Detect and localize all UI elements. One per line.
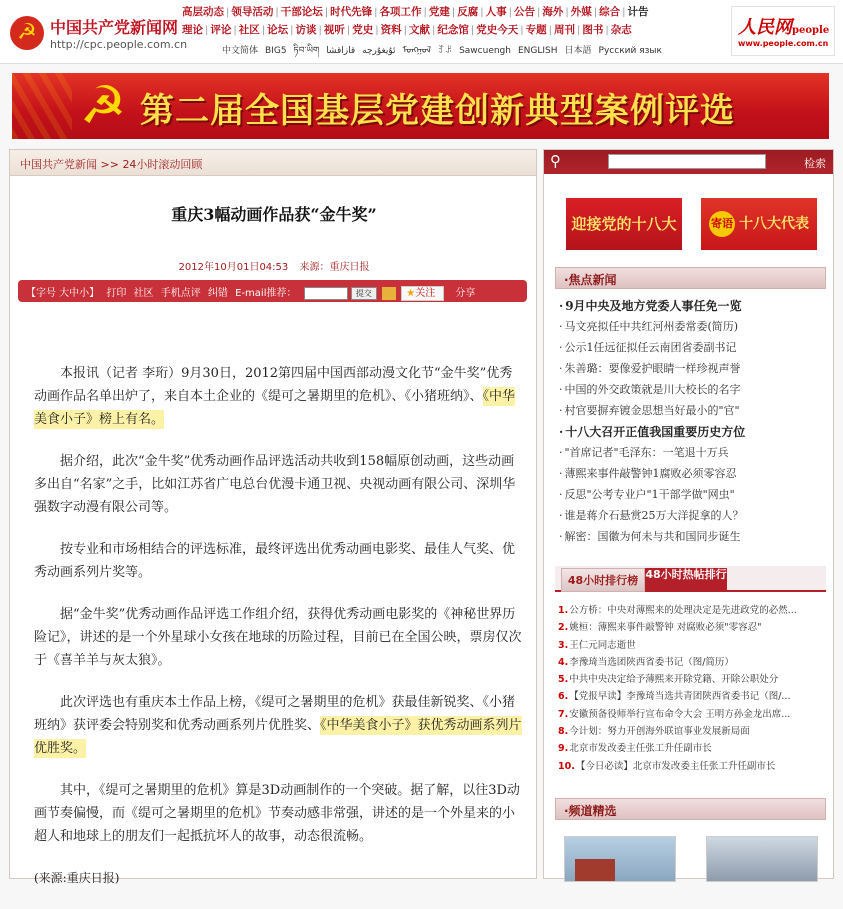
paragraph-text: 此次评选也有重庆本土作品上榜，《缇可之暑期里的危机》获最佳新锐奖、《小猪班纳》获评委会特别奖和优秀动画系列片优胜奖、 <box>34 695 516 733</box>
site-title: 中国共产党新闻网 <box>50 18 179 37</box>
breadcrumb-current[interactable]: 24小时滚动回顾 <box>122 158 203 171</box>
language-link[interactable]: ཏིབ་ཡིག <box>293 46 320 56</box>
nav-link[interactable]: 图书 <box>582 24 604 36</box>
language-link[interactable]: ئۇيغۇرچە <box>362 46 396 56</box>
site-url: http://cpc.people.com.cn <box>50 38 188 51</box>
language-link[interactable]: Русский язык <box>598 46 662 56</box>
ranking-tabs <box>555 566 826 592</box>
error-report-link[interactable]: 纠错 <box>207 288 228 299</box>
hammer-sickle-icon: ☭ <box>79 76 127 136</box>
community-link[interactable]: 社区 <box>133 288 154 299</box>
focus-news-item[interactable]: · 村官要摒弃镀金思想当好最小的"官" <box>559 402 829 423</box>
nav-separator: | <box>480 7 484 18</box>
mobile-comment-link[interactable]: 手机点评 <box>160 288 201 299</box>
focus-news-header: ·焦点新闻 <box>555 267 826 289</box>
hot-ranking-title: 王仁元同志逝世 <box>569 639 636 651</box>
tab-48h-ranking[interactable]: 48小时排行榜 <box>561 568 645 592</box>
nav-separator: | <box>565 7 569 18</box>
nav-link[interactable]: 周刊 <box>554 24 575 36</box>
focus-news-item[interactable]: · 朱善璐：要像爱护眼睛一样珍视声誉 <box>559 360 829 381</box>
nav-link[interactable]: 党史 <box>352 24 374 36</box>
star-icon: ★ <box>406 287 416 299</box>
focus-news-item[interactable]: · 谁是蒋介石悬赏25万大洋捉拿的人？ <box>559 507 829 528</box>
hot-ranking-item[interactable] <box>558 688 828 705</box>
hot-ranking-title: 今计划：努力开创海外联谊事业发展新局面 <box>569 726 750 738</box>
tab-48h-hot-posts[interactable]: 48小时热帖排行 <box>645 568 727 592</box>
hot-ranking-title: 姚桓：薄熙来事件敲警钟 对腐败必须"零容忍" <box>569 622 762 634</box>
hot-ranking-item[interactable] <box>558 706 828 723</box>
nav-link[interactable]: 论坛 <box>267 24 289 36</box>
rank-number: 6. <box>558 691 569 703</box>
nav-link[interactable]: 海外 <box>542 6 564 18</box>
paragraph-text: 本报讯（记者 李珩）9月30日，2012第四届中国西部动漫文化节“金牛奖”优秀动画作品名单出炉了，来自本土企业的《缇可之暑期里的危机》、《小猪班纳》、 <box>34 366 513 404</box>
language-link[interactable]: ENGLISH <box>517 46 558 56</box>
rank-number: 2. <box>558 622 569 634</box>
promo-badge: 寄语 <box>709 211 735 237</box>
promo-delegates-label: 十八大代表 <box>739 216 809 232</box>
focus-news-item[interactable]: · 反思"公考专业户"1干部学做"网虫" <box>559 486 829 507</box>
focus-news-list <box>559 297 829 549</box>
nav-link[interactable]: 评论 <box>210 24 232 36</box>
nav-link[interactable]: 杂志 <box>610 24 632 36</box>
focus-news-item[interactable]: · "首席记者"毛泽东：一笔退十万兵 <box>559 444 829 465</box>
focus-news-item[interactable]: · 马文亮拟任中共红河州委常委(简历) <box>559 318 829 339</box>
hot-ranking-title: 中共中央决定给予薄熙来开除党籍、开除公职处分 <box>569 674 779 686</box>
nav-separator: | <box>346 25 351 36</box>
magnifier-icon: ⚲ <box>550 152 561 170</box>
focus-news-item[interactable]: · 薄熙来事件敲警钟1腐败必须零容忍 <box>559 465 829 486</box>
partner-logo-text: 人民网 <box>738 17 792 38</box>
highlighted-text: 《中华美食小子》获优秀动画系列片优胜奖。 <box>34 718 522 756</box>
nav-separator: | <box>226 7 230 18</box>
hot-ranking-title: 【党报早读】李豫琦当选共青团陕西省委书记（图/... <box>569 691 791 703</box>
nav-separator: | <box>205 25 209 36</box>
hot-ranking-item[interactable] <box>558 619 828 636</box>
nav-link[interactable]: 人事 <box>485 6 507 18</box>
language-link[interactable]: Sawcuengh <box>459 46 511 56</box>
search-input[interactable] <box>608 154 766 169</box>
thumbnail-image <box>575 859 615 881</box>
rank-number: 10. <box>558 760 575 772</box>
hot-ranking-title: 安徽预备役师举行宣布命令大会 王明方孙金龙出席... <box>569 708 791 720</box>
nav-separator: | <box>470 25 475 36</box>
nav-separator: | <box>290 25 294 36</box>
banner-rays <box>12 73 72 139</box>
sidebar <box>543 149 834 879</box>
hot-ranking-item[interactable] <box>558 758 828 775</box>
hot-ranking-title: 李豫琦当选团陕西省委书记（图/简历） <box>569 656 734 668</box>
article-paragraph <box>34 691 522 760</box>
promo-delegates[interactable] <box>701 198 817 250</box>
nav-link[interactable]: 综合 <box>599 6 621 18</box>
channel-thumbnail[interactable] <box>564 836 676 882</box>
nav-link[interactable]: 视听 <box>323 24 345 36</box>
font-size-control[interactable]: 【字号 大中小】 <box>26 288 100 299</box>
article-date: 2012年10月01日04:53 <box>178 262 289 273</box>
nav-link[interactable]: 专题 <box>525 24 547 36</box>
channel-picks-header: ·频道精选 <box>555 798 826 820</box>
language-link[interactable]: ꆈꌠ <box>438 46 453 56</box>
breadcrumb-home[interactable]: 中国共产党新闻 <box>20 158 97 171</box>
nav-separator: | <box>451 7 456 18</box>
nav-link[interactable]: 文献 <box>409 24 430 36</box>
hot-ranking-item[interactable] <box>558 637 828 654</box>
nav-link[interactable]: 党建 <box>428 6 450 18</box>
follow-button[interactable] <box>401 286 444 301</box>
hot-ranking-item[interactable] <box>558 740 828 757</box>
nav-separator: | <box>537 7 541 18</box>
article-paragraph: 按专业和市场相结合的评选标准，最终评选出优秀动画电影奖、最佳人气奖、优秀动画系列片奖等。 <box>34 542 516 580</box>
channel-picks <box>564 836 826 886</box>
email-label: E-mail推荐： <box>235 288 297 299</box>
follow-label: 关注 <box>415 287 436 299</box>
article-source: 来源：重庆日报 <box>299 262 370 273</box>
hot-ranking-item[interactable] <box>558 602 828 619</box>
nav-separator: | <box>508 7 512 18</box>
nav-separator: | <box>432 25 436 36</box>
nav-link[interactable]: 党史今天 <box>476 24 519 36</box>
article-panel <box>9 149 537 885</box>
rank-number: 5. <box>558 674 569 686</box>
nav-row-primary <box>182 4 722 22</box>
nav-link[interactable]: 外媒 <box>570 6 592 18</box>
highlighted-text: 《中华美食小子》榜上有名。 <box>34 389 516 427</box>
nav-link[interactable]: 公告 <box>514 6 535 18</box>
site-header <box>0 0 843 64</box>
nav-separator: | <box>403 25 407 36</box>
nav-separator: | <box>593 7 598 18</box>
share-link[interactable]: 分享 <box>455 288 476 299</box>
hot-ranking-item[interactable] <box>558 654 828 671</box>
focus-news-item[interactable]: · 十八大召开正值我国重要历史方位 <box>559 423 829 444</box>
hot-ranking-item[interactable] <box>558 723 828 740</box>
nav-separator: | <box>261 25 266 36</box>
nav-link[interactable]: 领导活动 <box>231 6 274 18</box>
banner-title: 第二届全国基层党建创新典型案例评选 <box>140 91 735 131</box>
search-bar <box>544 150 833 174</box>
source-note: (来源:重庆日报) <box>34 871 120 885</box>
language-link[interactable]: 日本語 <box>564 46 592 56</box>
article-body <box>34 362 522 909</box>
hot-ranking-title: 公方桥：中央对薄熙来的处理决定是先进政党的必然... <box>569 605 797 616</box>
nav-separator: | <box>622 7 626 18</box>
article-paragraph: 据介绍，此次“金牛奖”优秀动画作品评选活动共收到158幅原创动画，这些动画多出自“名家”之手，比如江苏省广电总台优漫卡通卫视、央视动画有限公司、深圳华强数字动漫有限公司等。 <box>34 454 516 515</box>
rank-number: 9. <box>558 743 569 755</box>
nav-separator: | <box>423 7 427 18</box>
language-switcher <box>182 40 722 60</box>
nav-separator: | <box>374 7 378 18</box>
nav-separator: | <box>577 25 581 36</box>
nav-link[interactable]: 干部论坛 <box>280 6 323 18</box>
rank-number: 8. <box>558 726 569 738</box>
nav-link[interactable]: 计告 <box>627 6 649 18</box>
hot-ranking-list <box>558 602 828 775</box>
nav-separator: | <box>375 25 379 36</box>
email-input[interactable] <box>304 287 348 300</box>
promo-row <box>544 190 835 252</box>
focus-news-item[interactable]: · 9月中央及地方党委人事任免一览 <box>559 297 829 318</box>
share-icon[interactable] <box>382 287 396 300</box>
rank-number: 1. <box>558 605 569 616</box>
search-button[interactable]: 检索 <box>804 157 826 170</box>
rank-number: 3. <box>558 639 569 651</box>
nav-link[interactable]: 纪念馆 <box>437 24 469 36</box>
nav-separator: | <box>275 7 279 18</box>
hot-ranking-title: 北京市发改委主任张工升任副市长 <box>569 743 712 755</box>
site-logo[interactable] <box>6 6 188 58</box>
print-link[interactable]: 打印 <box>106 288 127 299</box>
focus-news-item[interactable]: · 解密：国徽为何未与共和国同步诞生 <box>559 528 829 549</box>
article-paragraph: 据“金牛奖”优秀动画作品评选工作组介绍，获得优秀动画电影奖的《神秘世界历险记》，讲述的是一个外星球小女孩在地球的历险过程，目前已在全国公映，票房仅次于《喜羊羊与灰太狼》。 <box>34 607 522 668</box>
partner-logo-url: www.people.com.cn <box>738 39 829 48</box>
article-paragraph <box>34 362 522 431</box>
channel-thumbnail[interactable] <box>706 836 818 882</box>
nav-link[interactable]: 反腐 <box>457 6 479 18</box>
nav-link[interactable]: 各项工作 <box>379 6 422 18</box>
partner-logo-en: people <box>792 25 830 36</box>
breadcrumb <box>10 150 536 176</box>
hot-ranking-item[interactable] <box>558 671 828 688</box>
nav-link[interactable]: 高层动态 <box>182 6 224 18</box>
nav-separator: | <box>318 25 322 36</box>
nav-separator: | <box>605 25 609 36</box>
language-link[interactable]: قازاقشا <box>326 46 356 56</box>
breadcrumb-separator: >> <box>100 158 119 171</box>
nav-link[interactable]: 资料 <box>380 24 402 36</box>
campaign-banner[interactable] <box>12 73 829 139</box>
nav-link[interactable]: 社区 <box>238 24 260 36</box>
article-paragraph: 其中，《缇可之暑期里的危机》算是3D动画制作的一个突破。据了解，以往3D动画节奏偏慢，而《缇可之暑期里的危机》节奏动感非常强，讲述的是一个外星来的小超人和地球上的朋友们一起抵抗坏人的故事，动态很流畅。 <box>34 783 520 844</box>
rank-number: 4. <box>558 656 569 668</box>
language-link[interactable]: 中文简体 <box>222 46 259 56</box>
nav-link[interactable]: 理论 <box>182 24 203 36</box>
nav-separator: | <box>233 25 237 36</box>
top-nav <box>182 4 722 60</box>
nav-link[interactable]: 访谈 <box>295 24 317 36</box>
nav-separator: | <box>324 7 329 18</box>
nav-row-secondary <box>182 22 722 40</box>
language-link[interactable]: ᠮᠣᠩᠭᠣᠯ <box>402 46 432 56</box>
article-title: 重庆3幅动画作品获“金牛奖” <box>171 205 377 224</box>
focus-news-item[interactable]: · 中国的外交政策就是川大校长的名字 <box>559 381 829 402</box>
nav-link[interactable]: 时代先锋 <box>330 6 373 18</box>
focus-news-item[interactable]: · 公示1任远征拟任云南团省委副书记 <box>559 339 829 360</box>
article-toolbar <box>18 280 527 302</box>
hot-ranking-title: 【今日必读】北京市发改委主任张工升任副市长 <box>575 760 776 772</box>
language-link[interactable]: BIG5 <box>265 46 287 56</box>
party-emblem-icon: ☭ <box>10 16 44 50</box>
promo-18th-congress[interactable]: 迎接党的十八大 <box>566 198 682 250</box>
article-meta <box>10 258 538 273</box>
nav-separator: | <box>548 25 552 36</box>
rank-number: 7. <box>558 708 569 720</box>
people-daily-logo[interactable] <box>731 6 835 56</box>
nav-separator: | <box>520 25 524 36</box>
submit-button[interactable]: 提交 <box>351 287 377 300</box>
